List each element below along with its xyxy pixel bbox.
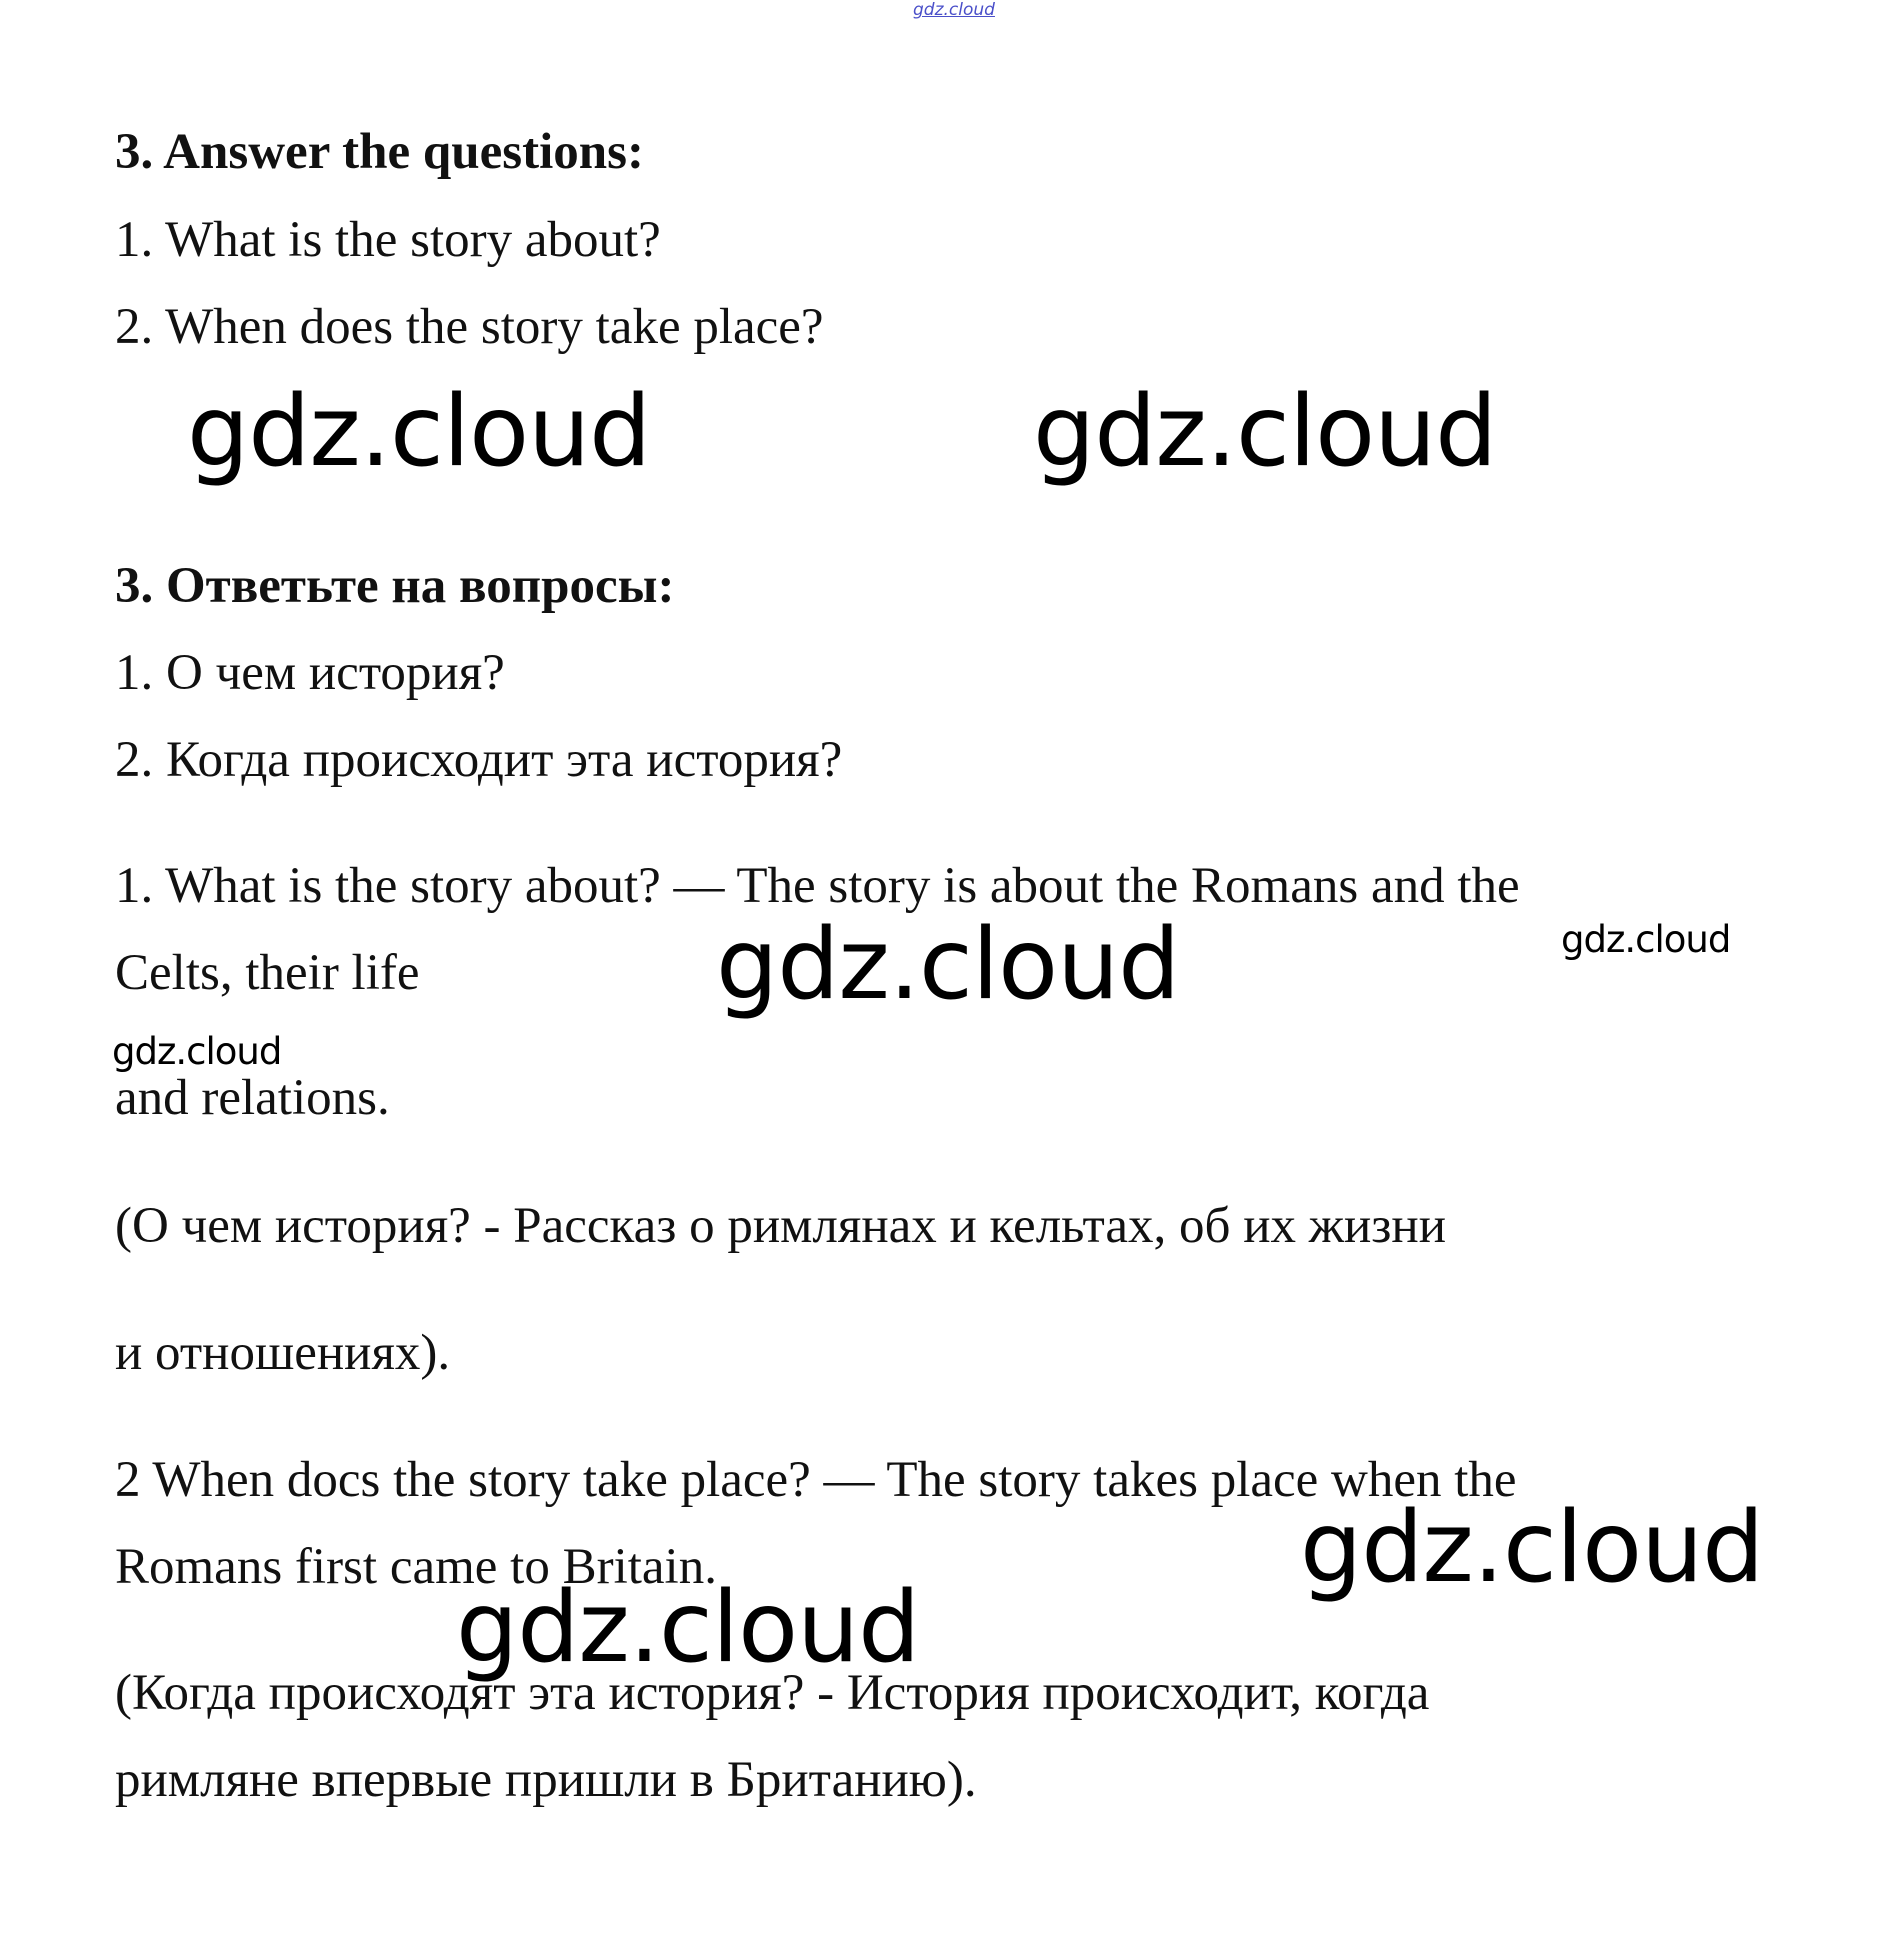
russian-question-1: 1. О чем история? — [115, 645, 505, 701]
answer-2-line-2: Romans first came to Britain. — [115, 1539, 717, 1595]
watermark-text: gdz.cloud — [716, 908, 1180, 1022]
answer-1-line-3: and relations. — [115, 1070, 390, 1126]
answer-2-ru-line-1: (Когда происходят эта история? - История происходит, когда — [115, 1665, 1430, 1721]
watermark-text: gdz.cloud — [1300, 1491, 1764, 1605]
answer-2-ru-line-2: римляне впервые пришли в Британию). — [115, 1752, 977, 1808]
russian-heading: 3. Ответьте на вопросы: — [115, 558, 675, 614]
answer-2-line-1: 2 When docs the story take place? — The story takes place when the — [115, 1452, 1517, 1508]
english-question-2: 2. When does the story take place? — [115, 299, 824, 355]
watermark-text: gdz.cloud — [1561, 918, 1731, 961]
answer-1-ru-line-2: и отношениях). — [115, 1325, 451, 1381]
answer-1-line-1: 1. What is the story about? — The story is about the Romans and the — [115, 858, 1520, 914]
answer-1-ru-line-1: (О чем история? - Рассказ о римлянах и кельтах, об их жизни — [115, 1198, 1447, 1254]
russian-question-2: 2. Когда происходит эта история? — [115, 732, 843, 788]
header-watermark-link[interactable]: gdz.cloud — [913, 0, 995, 20]
english-question-1: 1. What is the story about? — [115, 212, 661, 268]
english-heading: 3. Answer the questions: — [115, 124, 644, 180]
answer-1-line-2: Celts, their life — [115, 945, 420, 1001]
watermark-text: gdz.cloud — [112, 1030, 282, 1073]
watermark-text: gdz.cloud — [1033, 375, 1497, 489]
watermark-text: gdz.cloud — [456, 1571, 920, 1685]
watermark-text: gdz.cloud — [187, 375, 651, 489]
